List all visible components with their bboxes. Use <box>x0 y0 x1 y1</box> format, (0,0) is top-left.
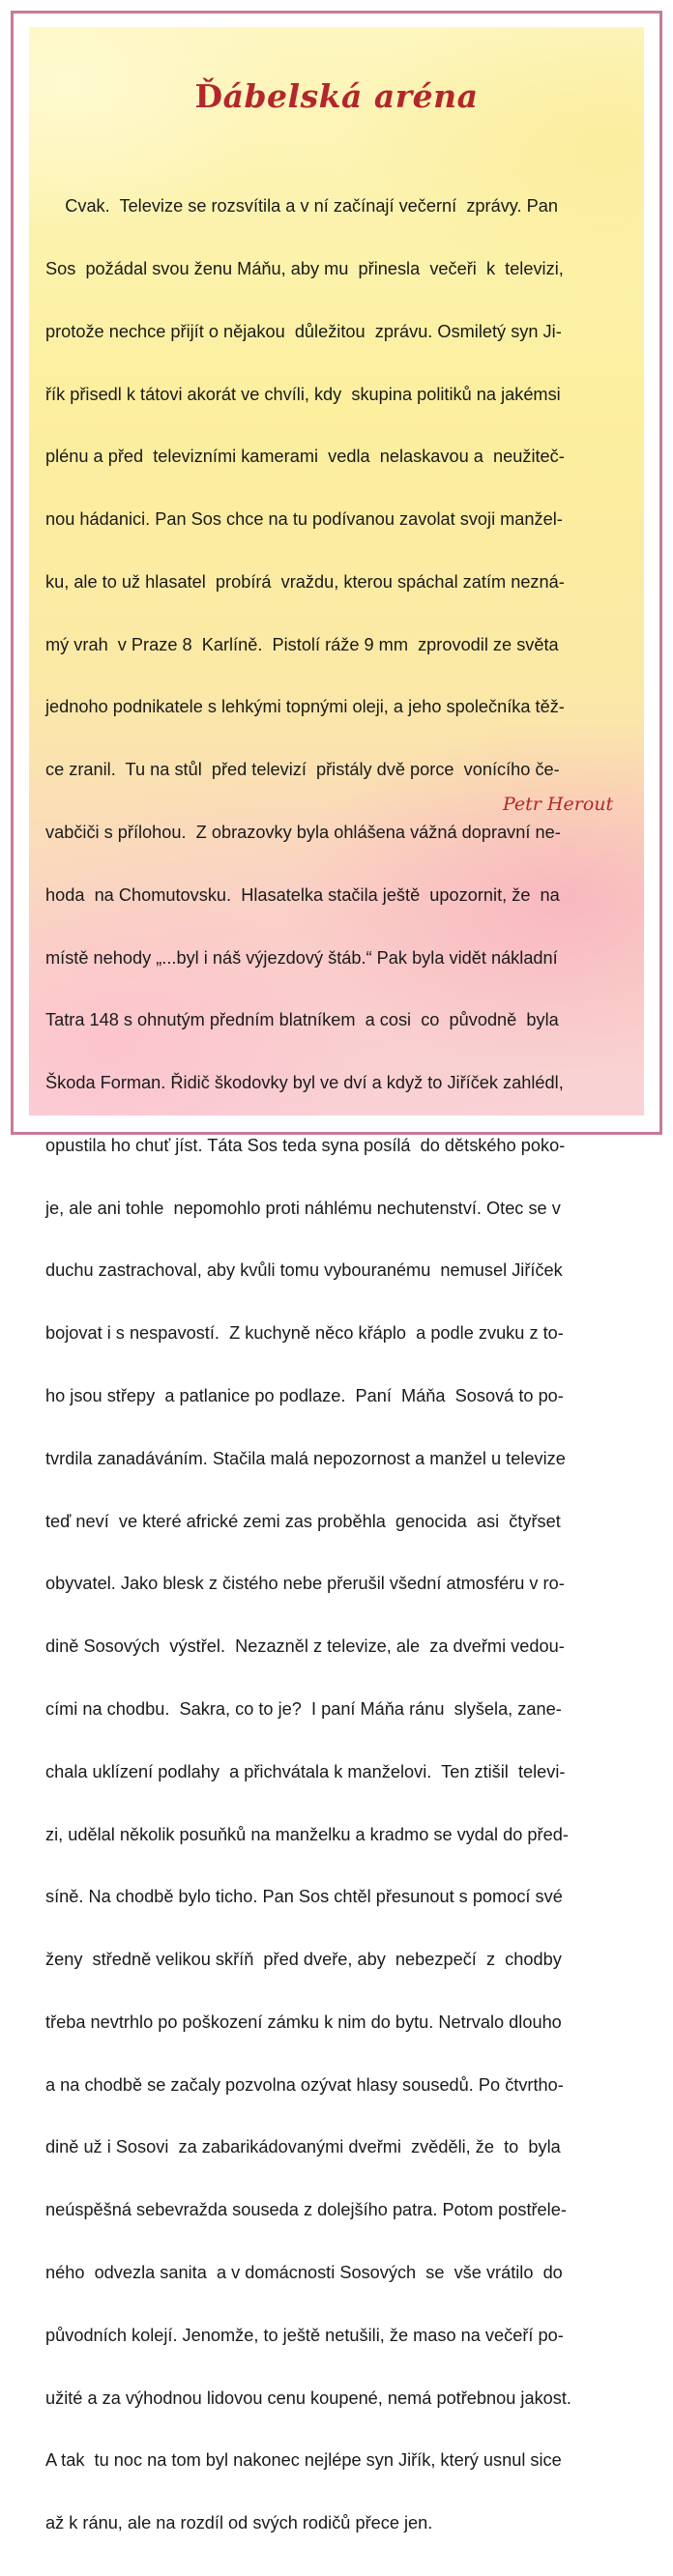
story-line: ho jsou střepy a patlanice po podlaze. Paní Máňa Sosová to po- <box>45 1386 564 1406</box>
story-line: třeba nevtrhlo po poškození zámku k nim do bytu. Netrvalo dlouho <box>45 2012 562 2032</box>
title-initial: Ď <box>194 77 223 115</box>
story-line: ce zranil. Tu na stůl před televizí přistály dvě porce vonícího če- <box>45 760 560 780</box>
story-line: mý vrah v Praze 8 Karlíně. Pistolí ráže 9 mm zprovodil ze světa <box>45 634 559 654</box>
story-line: hoda na Chomutovsku. Hlasatelka stačila ještě upozornit, že na <box>45 884 560 905</box>
story-line: cími na chodbu. Sakra, co to je? I paní Máňa ránu slyšela, zane- <box>45 1698 562 1719</box>
story-paper <box>29 27 644 2533</box>
story-line: Tatra 148 s ohnutým předním blatníkem a cosi co původně byla <box>45 1010 559 1030</box>
story-line: ženy středně velikou skříň před dveře, aby nebezpečí z chodby <box>45 1950 562 1970</box>
story-line: neúspěšná sebevražda souseda z dolejšího patra. Potom postřele- <box>45 2200 567 2220</box>
story-line: Sos požádal svou ženu Máňu, aby mu přinesla večeři k televizi, <box>45 258 564 278</box>
story-line: bojovat i s nespavostí. Z kuchyně něco křáplo a podle zvuku z to- <box>45 1323 564 1344</box>
story-line: a na chodbě se začaly pozvolna ozývat hlasy sousedů. Po čtvrtho- <box>45 2074 564 2095</box>
title-rest: ábelská aréna <box>222 77 479 115</box>
story-line: je, ale ani tohle nepomohlo proti náhlému nechutenství. Otec se v <box>45 1198 561 1218</box>
story-line: obyvatel. Jako blesk z čistého nebe přerušil všední atmosféru v ro- <box>45 1574 565 1594</box>
story-line: nou hádanici. Pan Sos chce na tu podívanou zavolat svoji manžel- <box>45 509 563 530</box>
author-signature: Petr Herout <box>503 794 614 815</box>
story-line: dině už i Sosovi za zabarikádovanými dveřmi zvěděli, že to byla <box>45 2137 561 2157</box>
story-line: ku, ale to už hlasatel probírá vraždu, kterou spáchal zatím nezná- <box>45 571 565 592</box>
story-line: Cvak. Televize se rozsvítila a v ní začínají večerní zprávy. Pan <box>45 196 559 217</box>
story-line: Škoda Forman. Řidič škodovky byl ve dví a když to Jiříček zahlédl, <box>45 1073 564 1093</box>
story-line: původních kolejí. Jenomže, to ještě netušili, že maso na večeří po- <box>45 2325 564 2345</box>
story-line: duchu zastrachoval, aby kvůli tomu vybouranému nemusel Jiříček <box>45 1260 563 1281</box>
story-line: chala uklízení podlahy a přichvátala k manželovi. Ten ztišil televi- <box>45 1761 566 1781</box>
story-line: ného odvezla sanita a v domácnosti Sosových se vše vrátilo do <box>45 2262 563 2282</box>
story-line: řík přisedl k tátovi akorát ve chvíli, kdy skupina politiků na jakémsi <box>45 384 561 404</box>
story-line: užité a za výhodnou lidovou cenu koupené, nemá potřebnou jakost. <box>45 2388 571 2408</box>
story-line: zi, udělal několik posuňků na manželku a kradmo se vydal do před- <box>45 1824 569 1844</box>
story-line: jednoho podnikatele s lehkými topnými oleji, a jeho společníka těž- <box>45 697 565 717</box>
story-line: protože nechce přijít o nějakou důležitou zprávu. Osmiletý syn Ji- <box>45 321 562 341</box>
page-frame <box>11 11 662 2533</box>
story-line: plénu a před televizními kamerami vedla nelaskavou a neužiteč- <box>45 447 565 467</box>
story-line: místě nehody „...byl i náš výjezdový štáb.“ Pak byla vidět nákladní <box>45 947 558 968</box>
story-line: dině Sosových výstřel. Nezazněl z televize, ale za dveřmi vedou- <box>45 1636 565 1657</box>
story-line: A tak tu noc na tom byl nakonec nejlépe syn Jiřík, který usnul sice <box>45 2450 562 2471</box>
story-line: tvrdila zanadáváním. Stačila malá nepozornost a manžel u televize <box>45 1448 566 1468</box>
story-line: až k ránu, ale na rozdíl od svých rodičů přece jen. <box>45 2513 433 2533</box>
story-line: teď neví ve které africké zemi zas proběhla genocida asi čtyřset <box>45 1511 561 1531</box>
story-line: opustila ho chuť jíst. Táta Sos teda syna posílá do dětského poko- <box>45 1135 566 1155</box>
story-body <box>45 155 645 2576</box>
story-line: vabčiči s přílohou. Z obrazovky byla ohlášena vážná dopravní ne- <box>45 823 561 842</box>
story-line: síně. Na chodbě bylo ticho. Pan Sos chtěl přesunout s pomocí své <box>45 1887 563 1907</box>
story-title <box>29 77 644 115</box>
